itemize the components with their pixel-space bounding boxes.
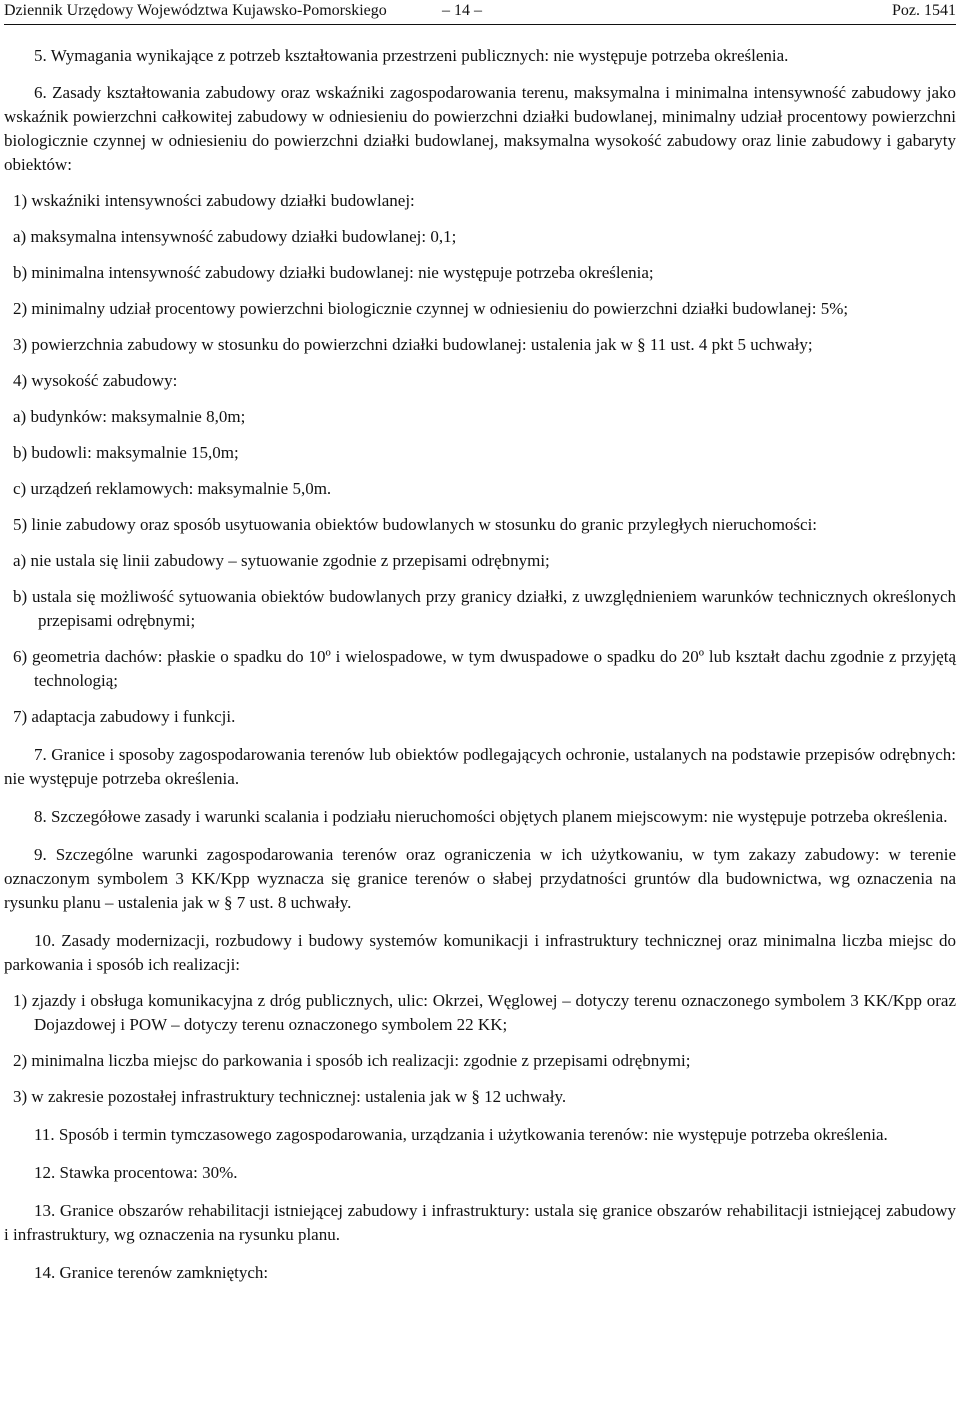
item-10-1: 1) zjazdy i obsługa komunikacyjna z dróg publicznych, ulic: Okrzei, Węglowej – dotyczy terenu oznaczonego symbolem 3 KK/Kpp oraz Dojazdowej i POW – dotyczy terenu oznaczonego symbolem 22 KK; — [13, 991, 956, 1034]
paragraph-12: 12. Stawka procentowa: 30%. — [34, 1163, 238, 1182]
position-number: Poz. 1541 — [892, 2, 956, 19]
paragraph-5: 5. Wymagania wynikające z potrzeb kształtowania przestrzeni publicznych: nie występuje potrzeba określenia. — [34, 46, 789, 65]
document-body — [4, 44, 956, 1285]
item-6-6: 6) geometria dachów: płaskie o spadku do 10º i wielospadowe, w tym dwuspadowe o spadku do 20º lub kształt dachu zgodnie z przyjętą technologią; — [13, 647, 956, 690]
item-6-4-b: b) budowli: maksymalnie 15,0m; — [13, 443, 239, 462]
item-6-4-a: a) budynków: maksymalnie 8,0m; — [13, 407, 246, 426]
paragraph-14: 14. Granice terenów zamkniętych: — [34, 1263, 269, 1282]
item-6-4: 4) wysokość zabudowy: — [13, 371, 178, 390]
item-6-1-b: b) minimalna intensywność zabudowy działki budowlanej: nie występuje potrzeba określenia; — [13, 263, 654, 282]
paragraph-9: 9. Szczególne warunki zagospodarowania terenów oraz ograniczenia w ich użytkowaniu, w tym zakazy zabudowy: w terenie oznaczonym symbolem 3 KK/Kpp wyznacza się granice terenów o słabej przydatności gruntów dla budownictwa, wg oznaczenia na rysunku planu – ustalenia jak w § 7 ust. 8 uchwały. — [4, 845, 956, 912]
paragraph-11: 11. Sposób i termin tymczasowego zagospodarowania, urządzania i użytkowania terenów: nie występuje potrzeba określenia. — [34, 1125, 888, 1144]
paragraph-7: 7. Granice i sposoby zagospodarowania terenów lub obiektów podlegających ochronie, ustalanych na podstawie przepisów odrębnych: nie występuje potrzeba określenia. — [4, 745, 956, 788]
item-6-1: 1) wskaźniki intensywności zabudowy działki budowlanej: — [13, 191, 415, 210]
journal-title: Dziennik Urzędowy Województwa Kujawsko-Pomorskiego — [4, 2, 387, 19]
page-header — [4, 0, 956, 25]
item-6-5-a: a) nie ustala się linii zabudowy – sytuowanie zgodnie z przepisami odrębnymi; — [13, 551, 550, 570]
item-6-3: 3) powierzchnia zabudowy w stosunku do powierzchni działki budowlanej: ustalenia jak w § 11 ust. 4 pkt 5 uchwały; — [13, 335, 813, 354]
paragraph-6: 6. Zasady kształtowania zabudowy oraz wskaźniki zagospodarowania terenu, maksymalna i minimalna intensywność zabudowy jako wskaźnik powierzchni całkowitej zabudowy w odniesieniu do powierzchni działki budowlanej, minimalny udział procentowy powierzchni biologicznie czynnej w odniesieniu do powierzchni działki budowlanej, maksymalna wysokość zabudowy oraz linie zabudowy i gabaryty obiektów: — [4, 83, 956, 174]
item-6-2: 2) minimalny udział procentowy powierzchni biologicznie czynnej w odniesieniu do powierzchni działki budowlanej: 5%; — [13, 299, 849, 318]
paragraph-10: 10. Zasady modernizacji, rozbudowy i budowy systemów komunikacji i infrastruktury technicznej oraz minimalna liczba miejsc do parkowania i sposób ich realizacji: — [4, 931, 956, 974]
paragraph-8: 8. Szczegółowe zasady i warunki scalania i podziału nieruchomości objętych planem miejscowym: nie występuje potrzeba określenia. — [34, 807, 948, 826]
paragraph-13: 13. Granice obszarów rehabilitacji istniejącej zabudowy i infrastruktury: ustala się granice obszarów rehabilitacji istniejącej zabudowy i infrastruktury, wg oznaczenia na rysunku planu. — [4, 1201, 956, 1244]
page-number: – 14 – — [442, 2, 482, 19]
item-10-2: 2) minimalna liczba miejsc do parkowania i sposób ich realizacji: zgodnie z przepisami odrębnymi; — [13, 1051, 691, 1070]
item-10-3: 3) w zakresie pozostałej infrastruktury technicznej: ustalenia jak w § 12 uchwały. — [13, 1087, 567, 1106]
item-6-5-b: b) ustala się możliwość sytuowania obiektów budowlanych przy granicy działki, z uwzględnieniem warunków technicznych określonych przepisami odrębnymi; — [13, 587, 956, 630]
item-6-1-a: a) maksymalna intensywność zabudowy działki budowlanej: 0,1; — [13, 227, 457, 246]
item-6-7: 7) adaptacja zabudowy i funkcji. — [13, 707, 236, 726]
item-6-5: 5) linie zabudowy oraz sposób usytuowania obiektów budowlanych w stosunku do granic przyległych nieruchomości: — [13, 515, 818, 534]
item-6-4-c: c) urządzeń reklamowych: maksymalnie 5,0m. — [13, 479, 332, 498]
